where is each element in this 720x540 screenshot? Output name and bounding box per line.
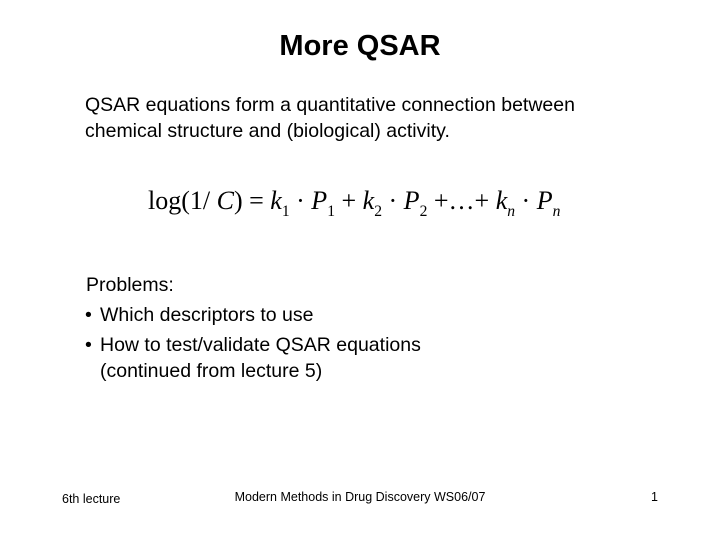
bullet-icon: • <box>85 334 92 356</box>
formula-token: k <box>495 186 508 215</box>
problems-section <box>85 272 565 384</box>
list-item-text: Which descriptors to use <box>100 304 314 326</box>
formula-token: C <box>216 186 234 215</box>
problems-heading: Problems: <box>86 274 174 296</box>
footer-course-title: Modern Methods in Drug Discovery WS06/07 <box>234 490 486 504</box>
list-item-text: How to test/validate QSAR equations (continued from lecture 5) <box>100 334 421 382</box>
body-paragraph: QSAR equations form a quantitative connection between chemical structure and (biological) activity. <box>85 94 575 142</box>
formula-token: k <box>362 186 375 215</box>
formula-token: n <box>507 203 516 221</box>
bullet-icon: • <box>85 304 92 326</box>
formula-token: + <box>334 186 363 215</box>
formula-token: 1 <box>327 203 335 221</box>
formula <box>148 186 560 221</box>
formula-token: log(1/ <box>148 186 217 215</box>
formula-token: 1 <box>281 203 290 221</box>
footer-page-number: 1 <box>651 490 658 504</box>
formula-token: +…+ <box>427 186 496 215</box>
list-item <box>85 332 565 384</box>
formula-token: ) = <box>233 186 271 215</box>
formula-token: · <box>382 186 404 215</box>
formula-token: P <box>403 186 420 215</box>
formula-token: n <box>552 203 561 221</box>
formula-token: P <box>536 186 553 215</box>
bullet-list <box>85 302 565 384</box>
list-item <box>85 302 565 328</box>
formula-token: · <box>289 186 312 215</box>
formula-token: 2 <box>374 203 382 221</box>
formula-token: · <box>515 186 537 215</box>
formula-token: P <box>311 186 328 215</box>
footer-lecture-label: 6th lecture <box>62 492 121 506</box>
slide-title: More QSAR <box>279 30 441 62</box>
formula-token: k <box>270 186 282 215</box>
formula-token: 2 <box>419 203 428 221</box>
